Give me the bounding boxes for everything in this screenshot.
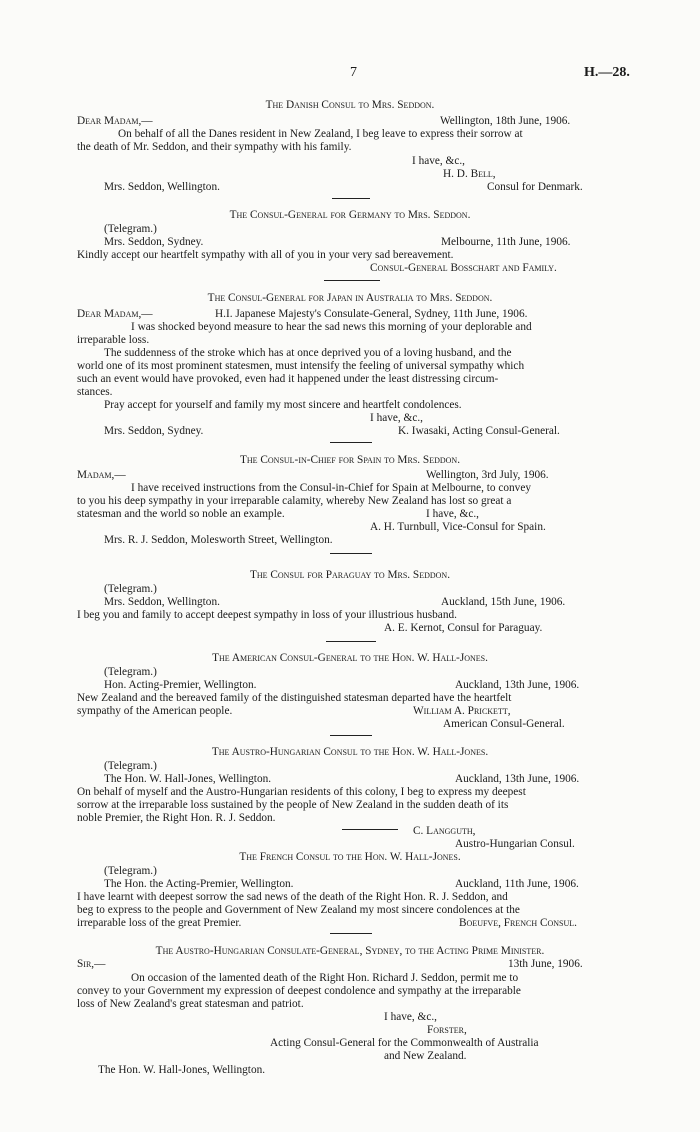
- addressee: The Hon. the Acting-Premier, Wellington.: [104, 878, 294, 890]
- salutation: Dear Madam,—: [77, 308, 153, 320]
- signature: A. E. Kernot, Consul for Paraguay.: [384, 622, 543, 634]
- divider-rule: [324, 280, 380, 281]
- body-text: beg to express to the people and Government of New Zealand my most sincere condolences at the: [77, 904, 520, 916]
- body-text: loss of New Zealand's great statesman and patriot.: [77, 998, 304, 1010]
- signature: Consul-General Bosschart and Family.: [370, 262, 557, 274]
- body-text: sorrow at the irreparable loss sustained by the people of New Zealand in the sudden death of its: [77, 799, 509, 811]
- body-text: such an event would have provoked, even had it happened under the least distressing circum-: [77, 373, 499, 385]
- letter-heading: The Danish Consul to Mrs. Seddon.: [265, 99, 435, 111]
- divider-rule: [330, 735, 372, 736]
- addressee: Mrs. Seddon, Sydney.: [104, 425, 204, 437]
- place-date: H.I. Japanese Majesty's Consulate-General, Sydney, 11th June, 1906.: [215, 308, 528, 320]
- closing: I have, &c.,: [370, 412, 424, 424]
- divider-rule: [330, 933, 372, 934]
- addressee: Hon. Acting-Premier, Wellington.: [104, 679, 257, 691]
- closing: I have, &c.,: [412, 155, 466, 167]
- body-text: irreparable loss of the great Premier.: [77, 917, 242, 929]
- body-text: statesman and the world so noble an example.: [77, 508, 285, 520]
- body-text: world one of its most prominent statesmen, must intensify the feeling of universal sympathy which: [77, 360, 525, 372]
- salutation: Dear Madam,—: [77, 115, 153, 127]
- body-text: I beg you and family to accept deepest sympathy in loss of your illustrious husband.: [77, 609, 457, 621]
- place-date: Wellington, 18th June, 1906.: [440, 115, 571, 127]
- signatory-title: and New Zealand.: [384, 1050, 467, 1062]
- body-text: On behalf of all the Danes resident in New Zealand, I beg leave to express their sorrow at: [118, 128, 523, 140]
- place-date: Melbourne, 11th June, 1906.: [441, 236, 571, 248]
- addressee: The Hon. W. Hall-Jones, Wellington.: [104, 773, 272, 785]
- body-text: The suddenness of the stroke which has at once deprived you of a loving husband, and the: [104, 347, 512, 359]
- letter-heading: The Consul-General for Japan in Australia to Mrs. Seddon.: [207, 292, 493, 304]
- letter-heading: The Austro-Hungarian Consulate-General, Sydney, to the Acting Prime Minister.: [155, 945, 545, 957]
- telegram-label: (Telegram.): [104, 865, 157, 877]
- body-text: Pray accept for yourself and family my most sincere and heartfelt condolences.: [104, 399, 462, 411]
- place-date: Wellington, 3rd July, 1906.: [426, 469, 549, 481]
- addressee: Mrs. Seddon, Wellington.: [104, 596, 220, 608]
- divider-rule: [342, 829, 398, 830]
- body-text: I was shocked beyond measure to hear the sad news this morning of your deplorable and: [131, 321, 532, 333]
- closing: I have, &c.,: [426, 508, 480, 520]
- divider-rule: [330, 442, 372, 443]
- place-date: Auckland, 11th June, 1906.: [455, 878, 579, 890]
- signatory-title: Consul for Denmark.: [487, 181, 583, 193]
- body-text: to you his deep sympathy in your irreparable calamity, whereby New Zealand has lost so great a: [77, 495, 512, 507]
- body-text: sympathy of the American people.: [77, 705, 233, 717]
- place-date: 13th June, 1906.: [508, 958, 583, 970]
- addressee: The Hon. W. Hall-Jones, Wellington.: [98, 1064, 266, 1076]
- signature: William A. Prickett,: [413, 705, 511, 717]
- telegram-label: (Telegram.): [104, 666, 157, 678]
- telegram-label: (Telegram.): [104, 583, 157, 595]
- signature: C. Langguth,: [413, 825, 476, 837]
- closing: I have, &c.,: [384, 1011, 438, 1023]
- body-text: irreparable loss.: [77, 334, 150, 346]
- signature: K. Iwasaki, Acting Consul-General.: [398, 425, 560, 437]
- addressee: Mrs. Seddon, Sydney.: [104, 236, 204, 248]
- salutation: Sir,—: [77, 958, 106, 970]
- signature: A. H. Turnbull, Vice-Consul for Spain.: [370, 521, 546, 533]
- signatory-title: American Consul-General.: [443, 718, 565, 730]
- telegram-label: (Telegram.): [104, 760, 157, 772]
- body-text: On behalf of myself and the Austro-Hungarian residents of this colony, I beg to express my deepest: [77, 786, 526, 798]
- divider-rule: [330, 553, 372, 554]
- place-date: Auckland, 13th June, 1906.: [455, 679, 580, 691]
- document-reference: H.—28.: [584, 65, 630, 80]
- telegram-label: (Telegram.): [104, 223, 157, 235]
- signature: H. D. Bell,: [443, 168, 496, 180]
- divider-rule: [326, 641, 376, 642]
- place-date: Auckland, 13th June, 1906.: [455, 773, 580, 785]
- body-text: the death of Mr. Seddon, and their sympathy with his family.: [77, 141, 352, 153]
- page-number: 7: [350, 65, 357, 80]
- letter-heading: The French Consul to the Hon. W. Hall-Jones.: [239, 851, 461, 863]
- body-text: On occasion of the lamented death of the Right Hon. Richard J. Seddon, permit me to: [131, 972, 519, 984]
- addressee: Mrs. R. J. Seddon, Molesworth Street, Wellington.: [104, 534, 333, 546]
- letter-heading: The Austro-Hungarian Consul to the Hon. W. Hall-Jones.: [211, 746, 489, 758]
- body-text: I have received instructions from the Consul-in-Chief for Spain at Melbourne, to convey: [131, 482, 531, 494]
- place-date: Auckland, 15th June, 1906.: [441, 596, 566, 608]
- body-text: Kindly accept our heartfelt sympathy with all of you in your very sad bereavement.: [77, 249, 454, 261]
- body-text: New Zealand and the bereaved family of the distinguished statesman departed have the heartfelt: [77, 692, 512, 704]
- letter-heading: The Consul for Paraguay to Mrs. Seddon.: [249, 569, 451, 581]
- body-text: convey to your Government my expression of deepest condolence and sympathy at the irreparable: [77, 985, 521, 997]
- body-text: noble Premier, the Right Hon. R. J. Seddon.: [77, 812, 276, 824]
- body-text: I have learnt with deepest sorrow the sad news of the death of the Right Hon. R. J. Seddon, and: [77, 891, 508, 903]
- body-text: stances.: [77, 386, 113, 398]
- signature: Forster,: [427, 1024, 467, 1036]
- signatory-title: Acting Consul-General for the Commonwealth of Australia: [270, 1037, 539, 1049]
- addressee: Mrs. Seddon, Wellington.: [104, 181, 220, 193]
- signature: Boeufve, French Consul.: [459, 917, 577, 929]
- salutation: Madam,—: [77, 469, 126, 481]
- signatory-title: Austro-Hungarian Consul.: [455, 838, 575, 850]
- letter-heading: The American Consul-General to the Hon. W. Hall-Jones.: [212, 652, 488, 664]
- divider-rule: [332, 198, 370, 199]
- letter-heading: The Consul-General for Germany to Mrs. Seddon.: [229, 209, 471, 221]
- letter-heading: The Consul-in-Chief for Spain to Mrs. Seddon.: [239, 454, 461, 466]
